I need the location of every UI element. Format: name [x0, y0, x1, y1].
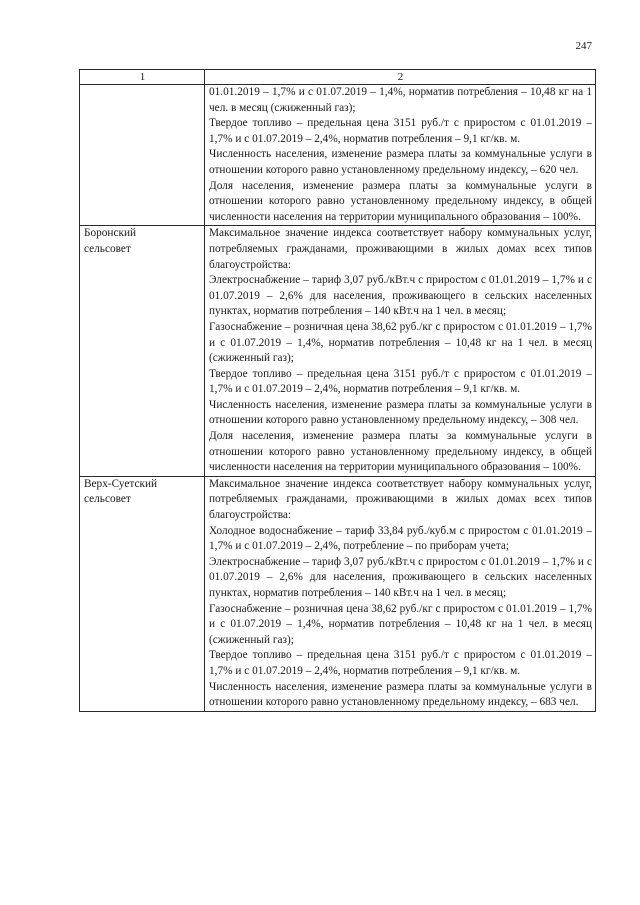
paragraph: Газоснабжение – розничная цена 38,62 руб./кг с приростом с 01.01.2019 – 1,7% и с 01.07.2019 – 1,4%, норматив потребления – 10,48 кг на 1 чел. в месяц (сжиженный газ);: [209, 602, 592, 646]
page-number: 247: [575, 40, 592, 52]
paragraph: Максимальное значение индекса соответствует набору коммунальных услуг, потребляемых гражданами, проживающими в жилых домах всех типов благоустройства:: [209, 477, 592, 522]
paragraph: Численность населения, изменение размера платы за коммунальные услуги в отношении которого равно установленному предельному индексу, – 683 чел.: [209, 680, 592, 709]
index-description-cell: [205, 85, 596, 226]
municipality-name-cell: [80, 85, 205, 226]
paragraph: Электроснабжение – тариф 3,07 руб./кВт.ч с приростом с 01.01.2019 – 1,7% и с 01.07.2019 – 2,6% для населения, проживающего в сельских населенных пунктах, норматив потребления – 140 кВт.ч на 1 чел. в месяц;: [209, 274, 592, 318]
paragraph: Доля населения, изменение размера платы за коммунальные услуги в отношении которого равно установленному предельному индексу, в общей численности населения на территории муниципального образования – 100%.: [209, 430, 592, 474]
table-row: [80, 226, 596, 477]
municipality-name-cell: Боронский сельсовет: [80, 226, 205, 477]
paragraph: Твердое топливо – предельная цена 3151 руб./т с приростом с 01.01.2019 – 1,7% и с 01.07.2019 – 2,4%, норматив потребления – 9,1 кг/кв. м.: [209, 367, 592, 396]
paragraph: Твердое топливо – предельная цена 3151 руб./т с приростом с 01.01.2019 – 1,7% и с 01.07.2019 – 2,4%, норматив потребления – 9,1 кг/кв. м.: [209, 117, 592, 145]
paragraph: Максимальное значение индекса соответствует набору коммунальных услуг, потребляемых гражданами, проживающими в жилых домах всех типов благоустройства:: [209, 227, 592, 271]
paragraph: Численность населения, изменение размера платы за коммунальные услуги в отношении которого равно установленному предельному индексу, – 308 чел.: [209, 398, 592, 427]
municipality-name-cell: Верх-Суетский сельсовет: [80, 476, 205, 711]
paragraph: Доля населения, изменение размера платы за коммунальные услуги в отношении которого равно установленному предельному индексу, в общей численности населения на территории муниципального образования – 100%.: [209, 179, 592, 223]
paragraph: Твердое топливо – предельная цена 3151 руб./т с приростом с 01.01.2019 – 1,7% и с 01.07.2019 – 2,4%, норматив потребления – 9,1 кг/кв. м.: [209, 649, 592, 677]
table-row: [80, 476, 596, 711]
column-header-2: 2: [205, 70, 596, 85]
index-description-cell: [205, 226, 596, 477]
paragraph: Газоснабжение – розничная цена 38,62 руб./кг с приростом с 01.01.2019 – 1,7% и с 01.07.2019 – 1,4%, норматив потребления – 10,48 кг на 1 чел. в месяц (сжиженный газ);: [209, 320, 592, 365]
index-description-cell: [205, 476, 596, 711]
paragraph: 01.01.2019 – 1,7% и с 01.07.2019 – 1,4%, норматив потребления – 10,48 кг на 1 чел. в месяц (сжиженный газ);: [209, 86, 592, 114]
table-header-row: [80, 70, 596, 85]
tariff-table: [79, 69, 596, 712]
column-header-1: 1: [80, 70, 205, 85]
paragraph: Численность населения, изменение размера платы за коммунальные услуги в отношении которого равно установленному предельному индексу, – 620 чел.: [209, 148, 592, 176]
paragraph: Холодное водоснабжение – тариф 33,84 руб./куб.м с приростом с 01.01.2019 – 1,7% и с 01.07.2019 – 2,4%, потребление – по приборам учета;: [209, 524, 592, 553]
paragraph: Электроснабжение – тариф 3,07 руб./кВт.ч с приростом с 01.01.2019 – 1,7% и с 01.07.2019 – 2,6% для населения, проживающего в сельских населенных пунктах, норматив потребления – 140 кВт.ч на 1 чел. в месяц;: [209, 555, 592, 599]
table-row: [80, 85, 596, 226]
